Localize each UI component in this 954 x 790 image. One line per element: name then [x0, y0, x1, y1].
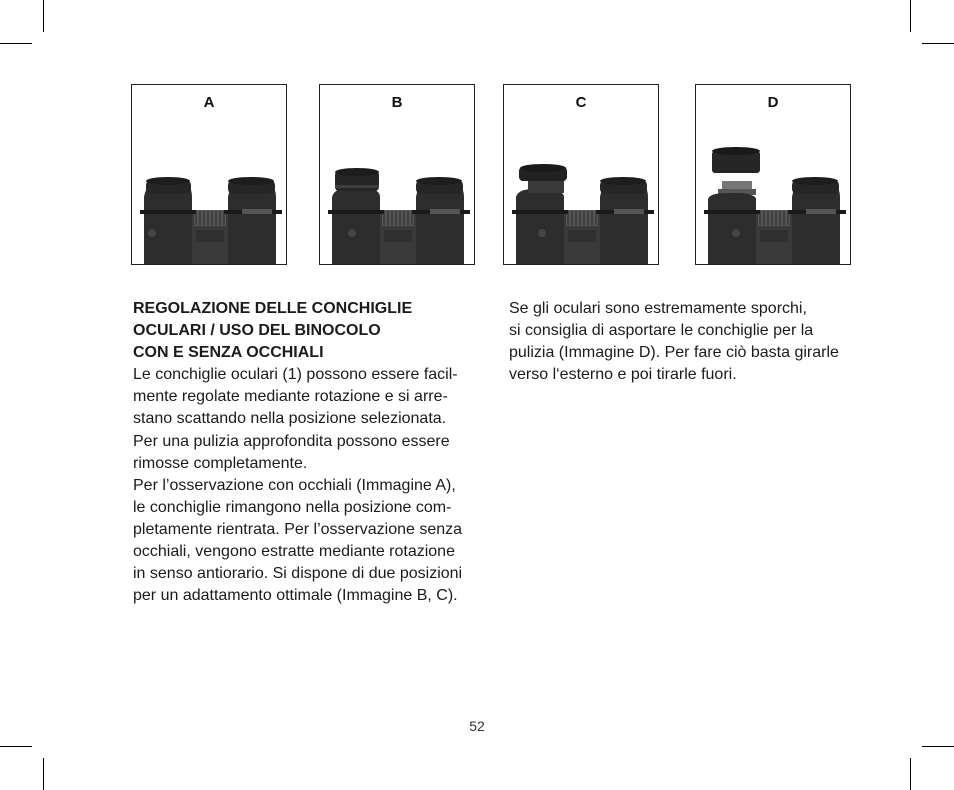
- crop-mark: [43, 0, 44, 32]
- text-line: verso l‘esterno e poi tirarle fuori.: [509, 366, 737, 384]
- figure-label: A: [203, 94, 215, 111]
- crop-mark: [43, 758, 44, 790]
- binocular-image: [320, 85, 475, 265]
- crop-mark: [0, 746, 32, 747]
- heading-line: CON E SENZA OCCHIALI: [133, 344, 324, 362]
- text-line: Se gli oculari sono estremamente sporchi,: [509, 300, 807, 317]
- figure-label: D: [767, 94, 779, 111]
- text-line: le conchiglie rimangono nella posizione com-: [133, 498, 452, 516]
- text-line: mente regolate mediante rotazione e si arre-: [133, 388, 448, 406]
- binocular-image: [504, 85, 659, 265]
- heading-line: OCULARI / USO DEL BINOCOLO: [133, 322, 381, 340]
- crop-mark: [922, 43, 954, 44]
- figure-a: [131, 84, 287, 265]
- figure-label: C: [575, 94, 587, 111]
- figure-d: [695, 84, 851, 265]
- crop-mark: [910, 758, 911, 790]
- text-line: Per l’osservazione con occhiali (Immagine A),: [133, 476, 456, 494]
- section-heading: [133, 298, 483, 364]
- crop-mark: [922, 746, 954, 747]
- page-number: 52: [469, 718, 485, 734]
- text-line: per un adattamento ottimale (Immagine B, C).: [133, 587, 458, 605]
- text-line: pletamente rientrata. Per l’osservazione senza: [133, 520, 463, 538]
- text-line: rimosse completamente.: [133, 454, 308, 472]
- heading-line: REGOLAZIONE DELLE CONCHIGLIE: [133, 300, 413, 317]
- text-line: Per una pulizia approfondita possono essere: [133, 432, 450, 450]
- text-line: Le conchiglie oculari (1) possono essere facil-: [133, 366, 458, 384]
- figure-label: B: [391, 94, 403, 111]
- text-line: pulizia (Immagine D). Per fare ciò basta girarle: [509, 344, 839, 362]
- crop-mark: [910, 0, 911, 32]
- crop-mark: [0, 43, 32, 44]
- left-column: [133, 298, 483, 607]
- right-column: [509, 298, 859, 386]
- text-line: in senso antiorario. Si dispone di due posizioni: [133, 565, 463, 583]
- text-line: stano scattando nella posizione selezionata.: [133, 410, 447, 428]
- binocular-image: [696, 85, 851, 265]
- binocular-illustration: [140, 177, 282, 265]
- right-body-text: [509, 298, 859, 386]
- text-line: occhiali, vengono estratte mediante rotazione: [133, 543, 455, 561]
- left-body-text: [133, 364, 483, 607]
- figure-c: [503, 84, 659, 265]
- figure-b: [319, 84, 475, 265]
- binocular-image: [132, 85, 287, 265]
- text-line: si consiglia di asportare le conchiglie per la: [509, 322, 814, 340]
